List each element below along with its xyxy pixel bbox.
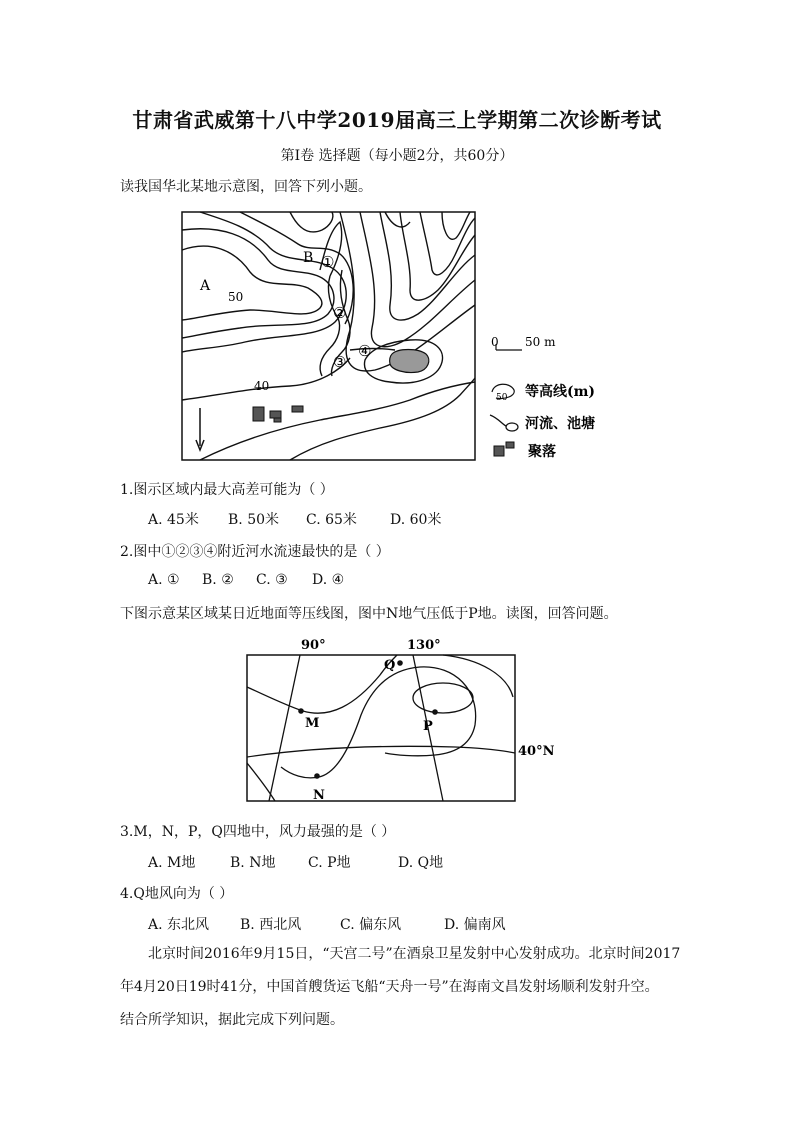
settlement-block [292, 406, 303, 412]
isobar [247, 763, 275, 801]
contour-line [200, 382, 475, 460]
latitude-line-40n [247, 746, 515, 757]
intro-text-1: 读我国华北某地示意图，回答下列小题。 [120, 179, 372, 195]
isobar-map [245, 635, 565, 810]
question-4-stem: 4.Q地风向为（ ） [120, 886, 234, 902]
label-M: M [305, 716, 320, 731]
page-title: 甘肃省武威第十八中学2019届高三上学期第二次诊断考试 [132, 108, 662, 132]
lon-label-130: 130° [407, 638, 441, 653]
question-2-options [148, 572, 344, 588]
option[interactable]: A. ① [148, 572, 180, 588]
option[interactable]: A. M地 [148, 855, 196, 871]
option[interactable]: B. ② [202, 572, 234, 588]
river-legend-icon [490, 415, 506, 426]
option[interactable]: B. 50米 [228, 512, 280, 528]
point-N-dot [314, 773, 320, 779]
option[interactable]: B. N地 [230, 855, 276, 871]
option[interactable]: C. 65米 [306, 512, 357, 528]
contour-line [420, 212, 475, 275]
passage-line-1: 北京时间2016年9月15日，“天宫二号”在酒泉卫星发射中心发射成功。北京时间2017 [148, 946, 681, 962]
passage-line-3: 结合所学知识，据此完成下列问题。 [120, 1012, 344, 1028]
question-2-stem: 2.图中①②③④附近河水流速最快的是（ ） [120, 544, 390, 560]
legend-settlement-label: 聚落 [528, 444, 556, 460]
contour-line [442, 212, 470, 239]
longitude-line-90 [269, 655, 300, 801]
isobar [443, 655, 513, 697]
legend-contour-value: 50 [496, 393, 508, 403]
point-1: ① [321, 253, 335, 271]
option[interactable]: B. 西北风 [240, 917, 302, 933]
river [350, 349, 395, 351]
option[interactable]: D. 60米 [390, 512, 442, 528]
settlement-block [274, 418, 281, 422]
point-4: ④ [358, 342, 372, 360]
option[interactable]: D. ④ [312, 572, 345, 588]
settlement-block [253, 407, 264, 421]
option[interactable]: A. 45米 [148, 512, 199, 528]
contour-line [290, 212, 333, 232]
point-2: ② [333, 304, 347, 322]
label-B: B [303, 250, 314, 266]
option[interactable]: A. 东北风 [148, 917, 210, 933]
question-1-stem: 1.图示区域内最大高差可能为（ ） [120, 482, 334, 498]
point-3: ③ [333, 353, 347, 371]
contour-label-40: 40 [254, 379, 270, 393]
option[interactable]: C. ③ [256, 572, 288, 588]
lon-label-90: 90° [301, 638, 326, 653]
contour-line [290, 378, 475, 460]
question-4-options [148, 914, 506, 934]
point-P-dot [432, 709, 438, 715]
contour-line [360, 212, 475, 347]
label-A: A [200, 278, 211, 294]
scale-zero: 0 [491, 335, 499, 349]
option[interactable]: D. 偏南风 [444, 917, 506, 933]
legend-river-label: 河流、池塘 [525, 416, 595, 432]
passage-line-2: 年4月20日19时41分，中国首艘货运飞船“天舟一号”在海南文昌发射场顺利发射升空。 [120, 979, 659, 995]
legend-contour-label: 等高线(m) [525, 384, 596, 400]
question-3-stem: 3.M，N，P，Q四地中，风力最强的是（ ） [120, 824, 396, 840]
scale-label: 50 m [525, 335, 556, 349]
pond-legend-icon [506, 423, 518, 431]
settlement-block [270, 411, 281, 418]
option[interactable]: D. Q地 [398, 855, 444, 871]
lat-label-40n: 40°N [518, 744, 555, 759]
topographic-map [180, 210, 620, 470]
intro-text-2: 下图示意某区域某日近地面等压线图，图中N地气压低于P地。读图，回答问题。 [120, 606, 618, 622]
question-1-options [148, 509, 441, 529]
option[interactable]: C. 偏东风 [340, 917, 402, 933]
pond [390, 350, 429, 373]
contour-label-50: 50 [228, 290, 244, 304]
point-Q-dot [397, 660, 403, 666]
label-Q: Q [384, 658, 396, 673]
isobar [247, 655, 397, 713]
option[interactable]: C. P地 [308, 855, 351, 871]
contour-line [380, 212, 475, 320]
question-3-options [148, 852, 443, 872]
contour-line [385, 212, 410, 227]
point-M-dot [298, 708, 304, 714]
section-heading: 第Ⅰ卷 选择题（每小题2分，共60分） [280, 148, 514, 164]
label-N: N [313, 788, 325, 803]
label-P: P [423, 719, 433, 734]
settlement-legend-icon [494, 446, 504, 456]
